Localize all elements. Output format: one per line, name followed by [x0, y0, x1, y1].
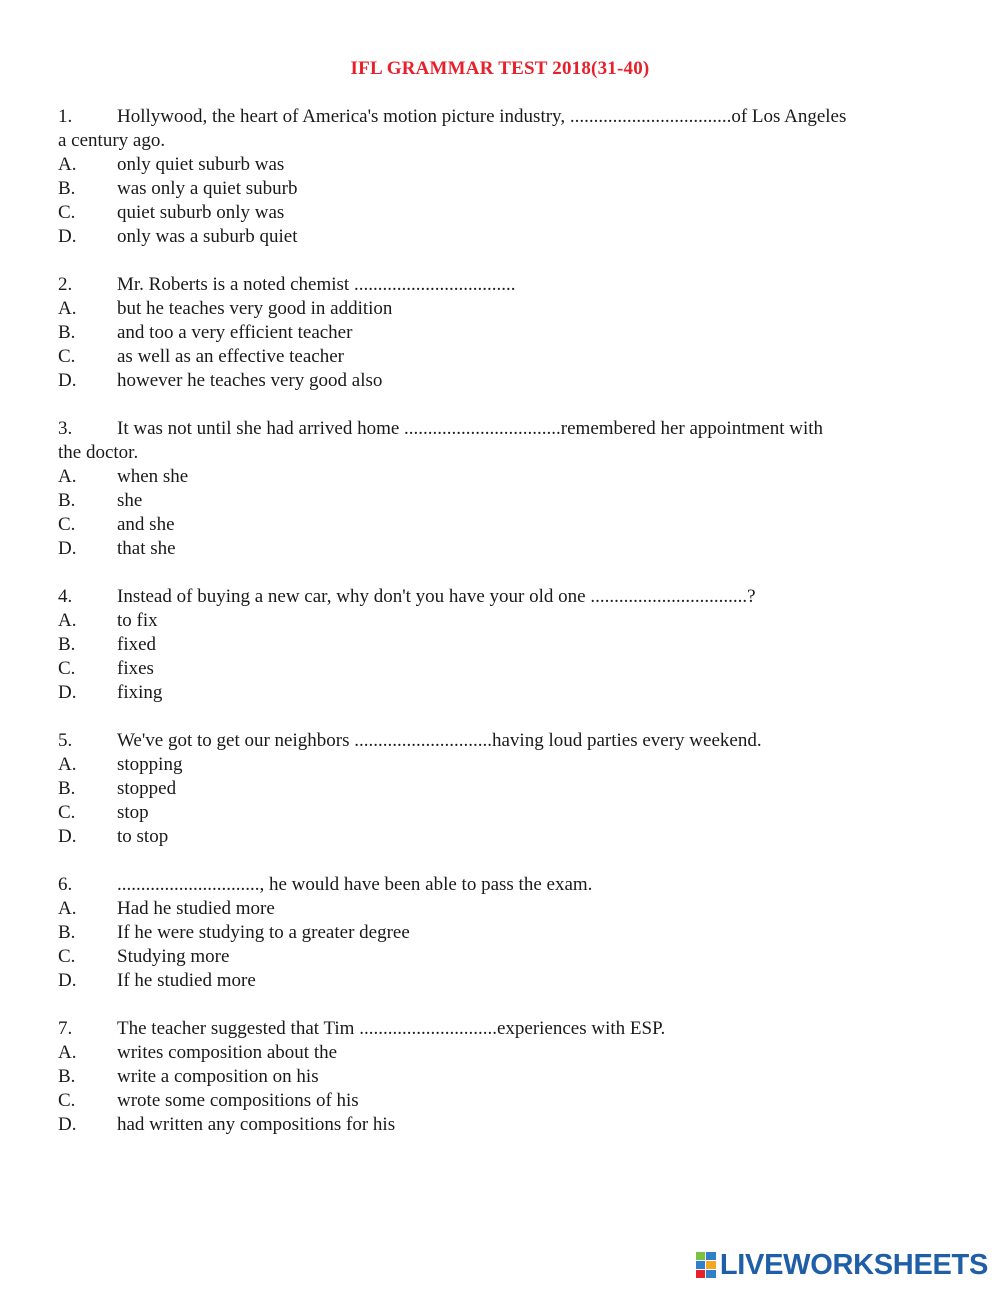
- option-letter: C.: [58, 202, 76, 223]
- option-text: but he teaches very good in addition: [117, 298, 393, 319]
- option-text: as well as an effective teacher: [117, 346, 344, 367]
- option-letter: D.: [58, 826, 77, 847]
- answer-option: [58, 1089, 948, 1113]
- question-text-continued: a century ago.: [58, 130, 166, 151]
- answer-option: [58, 657, 948, 681]
- option-letter: C.: [58, 946, 76, 967]
- question-stem: [58, 873, 948, 897]
- option-letter: C.: [58, 514, 76, 535]
- question-1: [58, 105, 948, 249]
- option-letter: B.: [58, 634, 76, 655]
- liveworksheets-logo: [696, 1250, 988, 1280]
- answer-option: [58, 297, 948, 321]
- question-3: [58, 417, 948, 561]
- page-title: IFL GRAMMAR TEST 2018(31-40): [350, 58, 650, 79]
- option-letter: A.: [58, 898, 77, 919]
- question-number: 1.: [58, 106, 73, 127]
- option-letter: A.: [58, 1042, 77, 1063]
- logo-text: LIVEWORKSHEETS: [719, 1248, 988, 1281]
- option-letter: D.: [58, 682, 77, 703]
- option-text: stop: [117, 802, 149, 823]
- option-text: If he studied more: [117, 970, 256, 991]
- option-text: stopped: [117, 778, 177, 799]
- answer-option: [58, 777, 948, 801]
- option-letter: A.: [58, 466, 77, 487]
- option-text: that she: [117, 538, 176, 559]
- option-letter: A.: [58, 154, 77, 175]
- answer-option: [58, 945, 948, 969]
- liveworksheets-logo-icon: [696, 1252, 716, 1278]
- option-text: only quiet suburb was: [117, 154, 285, 175]
- option-text: wrote some compositions of his: [117, 1090, 359, 1111]
- answer-option: [58, 897, 948, 921]
- answer-option: [58, 345, 948, 369]
- question-number: 5.: [58, 730, 73, 751]
- question-number: 6.: [58, 874, 73, 895]
- option-letter: B.: [58, 1066, 76, 1087]
- option-letter: D.: [58, 1114, 77, 1135]
- answer-option: [58, 969, 948, 993]
- option-letter: D.: [58, 970, 77, 991]
- option-text: fixed: [117, 634, 157, 655]
- option-text: to fix: [117, 610, 158, 631]
- question-stem: [58, 1017, 948, 1041]
- option-text: and she: [117, 514, 175, 535]
- question-stem: [58, 585, 948, 609]
- question-text: The teacher suggested that Tim .............................experiences with ESP.: [117, 1018, 666, 1039]
- option-text: Studying more: [117, 946, 230, 967]
- question-text: Hollywood, the heart of America's motion picture industry, ..................................of Los Angeles: [117, 106, 847, 127]
- option-letter: C.: [58, 802, 76, 823]
- option-text: fixing: [117, 682, 163, 703]
- question-list: [58, 105, 948, 1161]
- option-letter: A.: [58, 610, 77, 631]
- option-letter: B.: [58, 178, 76, 199]
- option-text: to stop: [117, 826, 169, 847]
- question-stem: [58, 273, 948, 297]
- option-text: write a composition on his: [117, 1066, 319, 1087]
- option-text: when she: [117, 466, 189, 487]
- answer-option: [58, 1041, 948, 1065]
- option-text: and too a very efficient teacher: [117, 322, 353, 343]
- option-text: she: [117, 490, 143, 511]
- answer-option: [58, 609, 948, 633]
- answer-option: [58, 921, 948, 945]
- option-text: If he were studying to a greater degree: [117, 922, 410, 943]
- question-stem: [58, 417, 948, 441]
- question-4: [58, 585, 948, 705]
- option-letter: C.: [58, 1090, 76, 1111]
- question-text: Instead of buying a new car, why don't you have your old one .................................?: [117, 586, 756, 607]
- question-2: [58, 273, 948, 393]
- option-text: writes composition about the: [117, 1042, 338, 1063]
- answer-option: [58, 1065, 948, 1089]
- option-text: fixes: [117, 658, 154, 679]
- option-letter: B.: [58, 322, 76, 343]
- question-text: It was not until she had arrived home .................................remembered her appointment with: [117, 418, 824, 439]
- option-letter: A.: [58, 754, 77, 775]
- answer-option: [58, 537, 948, 561]
- option-letter: C.: [58, 346, 76, 367]
- question-5: [58, 729, 948, 849]
- question-6: [58, 873, 948, 993]
- option-text: however he teaches very good also: [117, 370, 383, 391]
- option-text: quiet suburb only was: [117, 202, 285, 223]
- answer-option: [58, 465, 948, 489]
- answer-option: [58, 681, 948, 705]
- question-text-continued: the doctor.: [58, 442, 139, 463]
- question-stem: [58, 105, 948, 129]
- question-number: 3.: [58, 418, 73, 439]
- option-text: only was a suburb quiet: [117, 226, 298, 247]
- option-text: Had he studied more: [117, 898, 275, 919]
- answer-option: [58, 489, 948, 513]
- option-letter: B.: [58, 490, 76, 511]
- answer-option: [58, 825, 948, 849]
- option-letter: A.: [58, 298, 77, 319]
- question-number: 2.: [58, 274, 73, 295]
- option-letter: D.: [58, 226, 77, 247]
- option-letter: C.: [58, 658, 76, 679]
- option-letter: D.: [58, 370, 77, 391]
- option-text: stopping: [117, 754, 183, 775]
- answer-option: [58, 513, 948, 537]
- answer-option: [58, 321, 948, 345]
- question-text: We've got to get our neighbors .............................having loud parties every weekend.: [117, 730, 762, 751]
- question-stem: [58, 729, 948, 753]
- question-7: [58, 1017, 948, 1137]
- option-letter: D.: [58, 538, 77, 559]
- option-text: was only a quiet suburb: [117, 178, 298, 199]
- question-text: Mr. Roberts is a noted chemist ..................................: [117, 274, 516, 295]
- answer-option: [58, 1113, 948, 1137]
- answer-option: [58, 225, 948, 249]
- answer-option: [58, 801, 948, 825]
- answer-option: [58, 201, 948, 225]
- answer-option: [58, 753, 948, 777]
- answer-option: [58, 153, 948, 177]
- option-letter: B.: [58, 922, 76, 943]
- question-number: 4.: [58, 586, 73, 607]
- option-text: had written any compositions for his: [117, 1114, 396, 1135]
- question-number: 7.: [58, 1018, 73, 1039]
- answer-option: [58, 177, 948, 201]
- answer-option: [58, 369, 948, 393]
- answer-option: [58, 633, 948, 657]
- option-letter: B.: [58, 778, 76, 799]
- question-text: .............................., he would have been able to pass the exam.: [117, 874, 593, 895]
